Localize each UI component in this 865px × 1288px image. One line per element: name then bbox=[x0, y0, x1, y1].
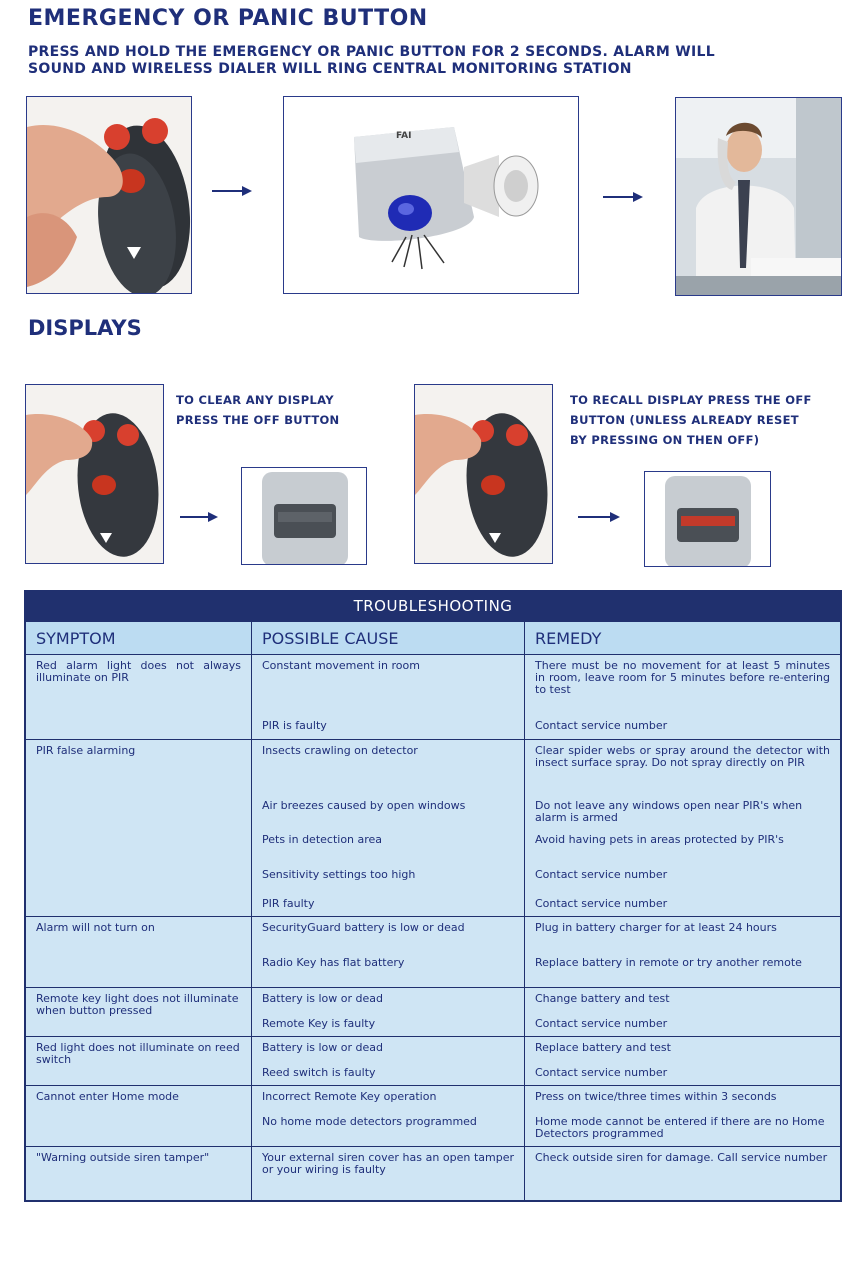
remedy-header: REMEDY bbox=[525, 622, 841, 655]
remedy-cell: Contact service number bbox=[535, 719, 668, 732]
recall-display-caption bbox=[570, 390, 840, 450]
arrow-right-icon bbox=[212, 184, 252, 198]
clear-display-caption bbox=[176, 390, 339, 430]
symptom-cell: Remote key light does not illuminate when button pressed bbox=[36, 992, 239, 1017]
remedy-cell: Contact service number bbox=[535, 897, 668, 910]
cause-cell: Radio Key has flat battery bbox=[262, 956, 405, 969]
table-row bbox=[26, 655, 841, 740]
remedy-cell: Contact service number bbox=[535, 1017, 668, 1030]
remedy-cell: Replace battery in remote or try another remote bbox=[535, 956, 802, 969]
monitoring-operator-photo bbox=[675, 97, 842, 296]
caption-line: BUTTON (UNLESS ALREADY RESET bbox=[570, 413, 799, 427]
symptom-cell: Red alarm light does not always illuminate on PIR bbox=[36, 659, 241, 684]
troubleshooting-table bbox=[24, 590, 842, 1202]
caption-line: BY PRESSING ON THEN OFF) bbox=[570, 433, 760, 447]
table-row bbox=[26, 1037, 841, 1086]
cause-cell: Air breezes caused by open windows bbox=[262, 799, 466, 812]
remote-off-press-photo-right bbox=[414, 384, 553, 564]
instruction-line: PRESS AND HOLD THE EMERGENCY OR PANIC BUTTON FOR 2 SECONDS. ALARM WILL bbox=[28, 44, 715, 60]
cause-cell: Incorrect Remote Key operation bbox=[262, 1090, 437, 1103]
arrow-right-icon bbox=[603, 190, 643, 204]
remedy-cell: Avoid having pets in areas protected by PIR's bbox=[535, 833, 784, 846]
symptom-cell: Alarm will not turn on bbox=[36, 921, 155, 934]
symptom-cell: Red light does not illuminate on reed switch bbox=[36, 1041, 240, 1066]
cause-cell: Sensitivity settings too high bbox=[262, 868, 416, 881]
siren-brand-label: FAI bbox=[396, 131, 412, 141]
cause-cell: PIR is faulty bbox=[262, 719, 327, 732]
remedy-cell: Contact service number bbox=[535, 1066, 668, 1079]
cause-cell: Battery is low or dead bbox=[262, 992, 383, 1005]
cause-cell: No home mode detectors programmed bbox=[262, 1115, 477, 1128]
table-header-row bbox=[26, 622, 841, 655]
symptom-cell: Cannot enter Home mode bbox=[36, 1090, 179, 1103]
symptom-header: SYMPTOM bbox=[26, 622, 252, 655]
arrow-right-icon bbox=[180, 510, 218, 524]
displays-heading: DISPLAYS bbox=[28, 316, 142, 340]
cause-cell: Insects crawling on detector bbox=[262, 744, 418, 757]
remedy-cell: Clear spider webs or spray around the detector with insect surface spray. Do not spray directly on PIR bbox=[535, 744, 830, 769]
symptom-cell: "Warning outside siren tamper" bbox=[36, 1151, 210, 1164]
table-row bbox=[26, 1086, 841, 1147]
cause-cell: Constant movement in room bbox=[262, 659, 420, 672]
remedy-cell: Home mode cannot be entered if there are no Home Detectors programmed bbox=[535, 1115, 825, 1140]
cause-cell: Pets in detection area bbox=[262, 833, 383, 846]
table-row bbox=[26, 740, 841, 917]
remedy-cell: There must be no movement for at least 5 minutes in room, leave room for 5 minutes before re-entering to test bbox=[535, 659, 830, 696]
instruction-line: SOUND AND WIRELESS DIALER WILL RING CENTRAL MONITORING STATION bbox=[28, 61, 632, 77]
arrow-right-icon bbox=[578, 510, 620, 524]
remote-press-photo bbox=[26, 96, 192, 294]
symptom-cell: PIR false alarming bbox=[36, 744, 136, 757]
unit-display-cleared-photo bbox=[241, 467, 367, 565]
emergency-heading: EMERGENCY OR PANIC BUTTON bbox=[28, 6, 428, 31]
cause-cell: Remote Key is faulty bbox=[262, 1017, 376, 1030]
cause-header: POSSIBLE CAUSE bbox=[252, 622, 525, 655]
emergency-instructions bbox=[28, 44, 838, 78]
cause-cell: PIR faulty bbox=[262, 897, 315, 910]
table-row bbox=[26, 917, 841, 988]
cause-cell: SecurityGuard battery is low or dead bbox=[262, 921, 465, 934]
caption-line: TO CLEAR ANY DISPLAY bbox=[176, 393, 334, 407]
remedy-cell: Replace battery and test bbox=[535, 1041, 671, 1054]
remedy-cell: Check outside siren for damage. Call service number bbox=[535, 1151, 828, 1164]
table-row bbox=[26, 988, 841, 1037]
cause-cell: Battery is low or dead bbox=[262, 1041, 383, 1054]
troubleshooting-title: TROUBLESHOOTING bbox=[25, 591, 841, 621]
table-row bbox=[26, 1147, 841, 1201]
cause-cell: Your external siren cover has an open tamper or your wiring is faulty bbox=[262, 1151, 514, 1176]
remedy-cell: Change battery and test bbox=[535, 992, 670, 1005]
remedy-cell: Press on twice/three times within 3 seconds bbox=[535, 1090, 777, 1103]
caption-line: TO RECALL DISPLAY PRESS THE OFF bbox=[570, 393, 812, 407]
remedy-cell: Do not leave any windows open near PIR's when alarm is armed bbox=[535, 799, 803, 824]
remedy-cell: Contact service number bbox=[535, 868, 668, 881]
unit-display-recalled-photo bbox=[644, 471, 771, 567]
cause-cell: Reed switch is faulty bbox=[262, 1066, 376, 1079]
remote-off-press-photo-left bbox=[25, 384, 164, 564]
remedy-cell: Plug in battery charger for at least 24 hours bbox=[535, 921, 777, 934]
siren-dialer-photo bbox=[283, 96, 579, 294]
caption-line: PRESS THE OFF BUTTON bbox=[176, 413, 340, 427]
